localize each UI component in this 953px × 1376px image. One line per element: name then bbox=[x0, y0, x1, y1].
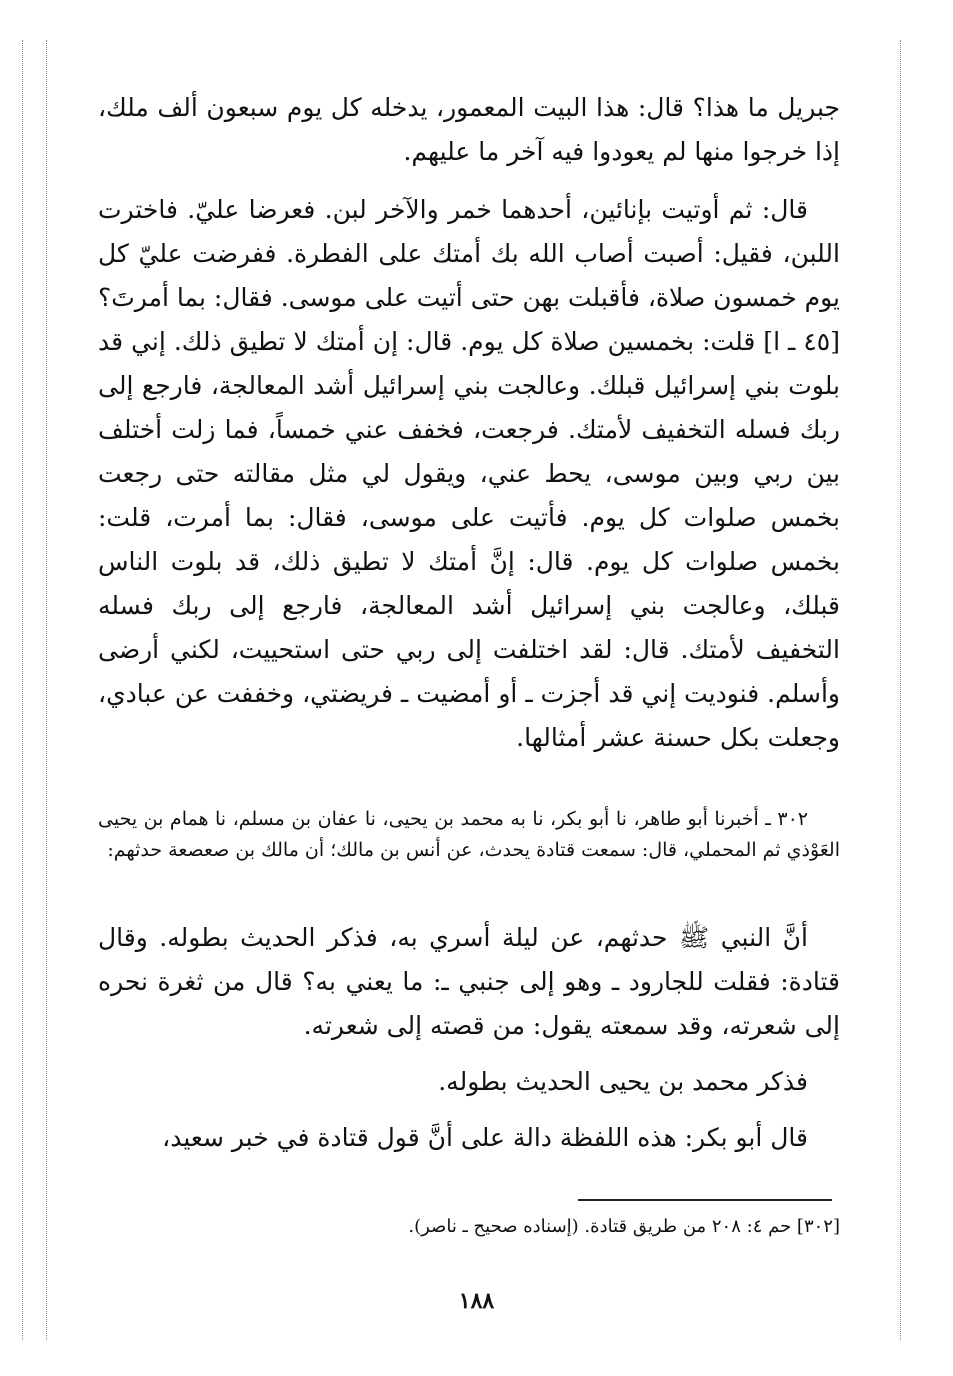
hadith-302-isnad: ٣٠٢ ـ أخبرنا أبو طاهر، نا أبو بكر، نا به محمد بن يحيى، نا عفان بن مسلم، نا همام بن يحيى العَوْذي ثم المحملي، قال: سمعت قتادة يحدث، عن أنس بن مالك؛ أن مالك بن صعصعة حدثهم: bbox=[98, 808, 840, 861]
mention-paragraph: فذكر محمد بن يحيى الحديث بطوله. bbox=[438, 1067, 808, 1096]
main-text bbox=[98, 86, 840, 760]
scan-mark-right bbox=[900, 40, 901, 1340]
scan-mark-left bbox=[22, 40, 23, 1340]
scan-mark-left-inner bbox=[46, 40, 47, 1340]
abubakr-paragraph: قال أبو بكر: هذه اللفظة دالة على أنَّ قول قتادة في خبر سعيد، bbox=[162, 1123, 808, 1152]
hadith-302-matn: أنَّ النبي ﷺ حدثهم، عن ليلة أسري به، فذكر الحديث بطوله. وقال قتادة: فقلت للجارود ـ وهو إلى جنبي ـ: ما يعني به؟ قال من ثغرة نحره إلى شعرته، وقد سمعته يقول: من قصته إلى شعرته. bbox=[98, 923, 840, 1040]
ascension-paragraph: قال: ثم أوتيت بإنائين، أحدهما خمر والآخر لبن. فعرضا عليّ. فاخترت اللبن، فقيل: أصبت أصاب الله بك أمتك على الفطرة. ففرضت عليّ كل يوم خمسون صلاة، فأقبلت بهن حتى أتيت على موسى. فقال: بما أمرتَ؟ [٤٥ ـ ا] قلت: بخمسين صلاة كل يوم. قال: إن أمتك لا تطيق ذلك. إني قد بلوت بني إسرائيل قبلك. وعالجت بني إسرائيل أشد المعالجة، فارجع إلى ربك فسله التخفيف لأمتك. فرجعت، فخفف عني خمساً، فما زلت أختلف بين ربي وبين موسى، يحط عني، ويقول لي مثل مقالته حتى رجعت بخمس صلوات كل يوم. فأتيت على موسى، فقال: بما أمرت، قلت: بخمس صلوات كل يوم. قال: إنَّ أمتك لا تطيق ذلك، قد بلوت الناس قبلك، وعالجت بني إسرائيل أشد المعالجة، فارجع إلى ربك فسله التخفيف لأمتك. قال: لقد اختلفت إلى ربي حتى استحييت، لكني أرضى وأسلم. فنوديت إني قد أجزت ـ أو أمضيت ـ فريضتي، وخففت عن عبادي، وجعلت بكل حسنة عشر أمثالها. bbox=[98, 195, 840, 752]
footnote-separator bbox=[578, 1199, 832, 1201]
hadith-302-isnad-block bbox=[98, 804, 840, 866]
continuation-paragraph: جبريل ما هذا؟ قال: هذا البيت المعمور، يدخله كل يوم سبعون ألف ملك، إذا خرجوا منها لم يعودوا فيه آخر ما عليهم. bbox=[98, 93, 840, 166]
hadith-302-text-block bbox=[98, 916, 840, 1160]
page-number: ١٨٨ bbox=[458, 1288, 495, 1314]
footnote-302: [٣٠٢] حم ٤: ٢٠٨ من طريق قتادة. (إسناده صحيح ـ ناصر). bbox=[408, 1216, 840, 1237]
